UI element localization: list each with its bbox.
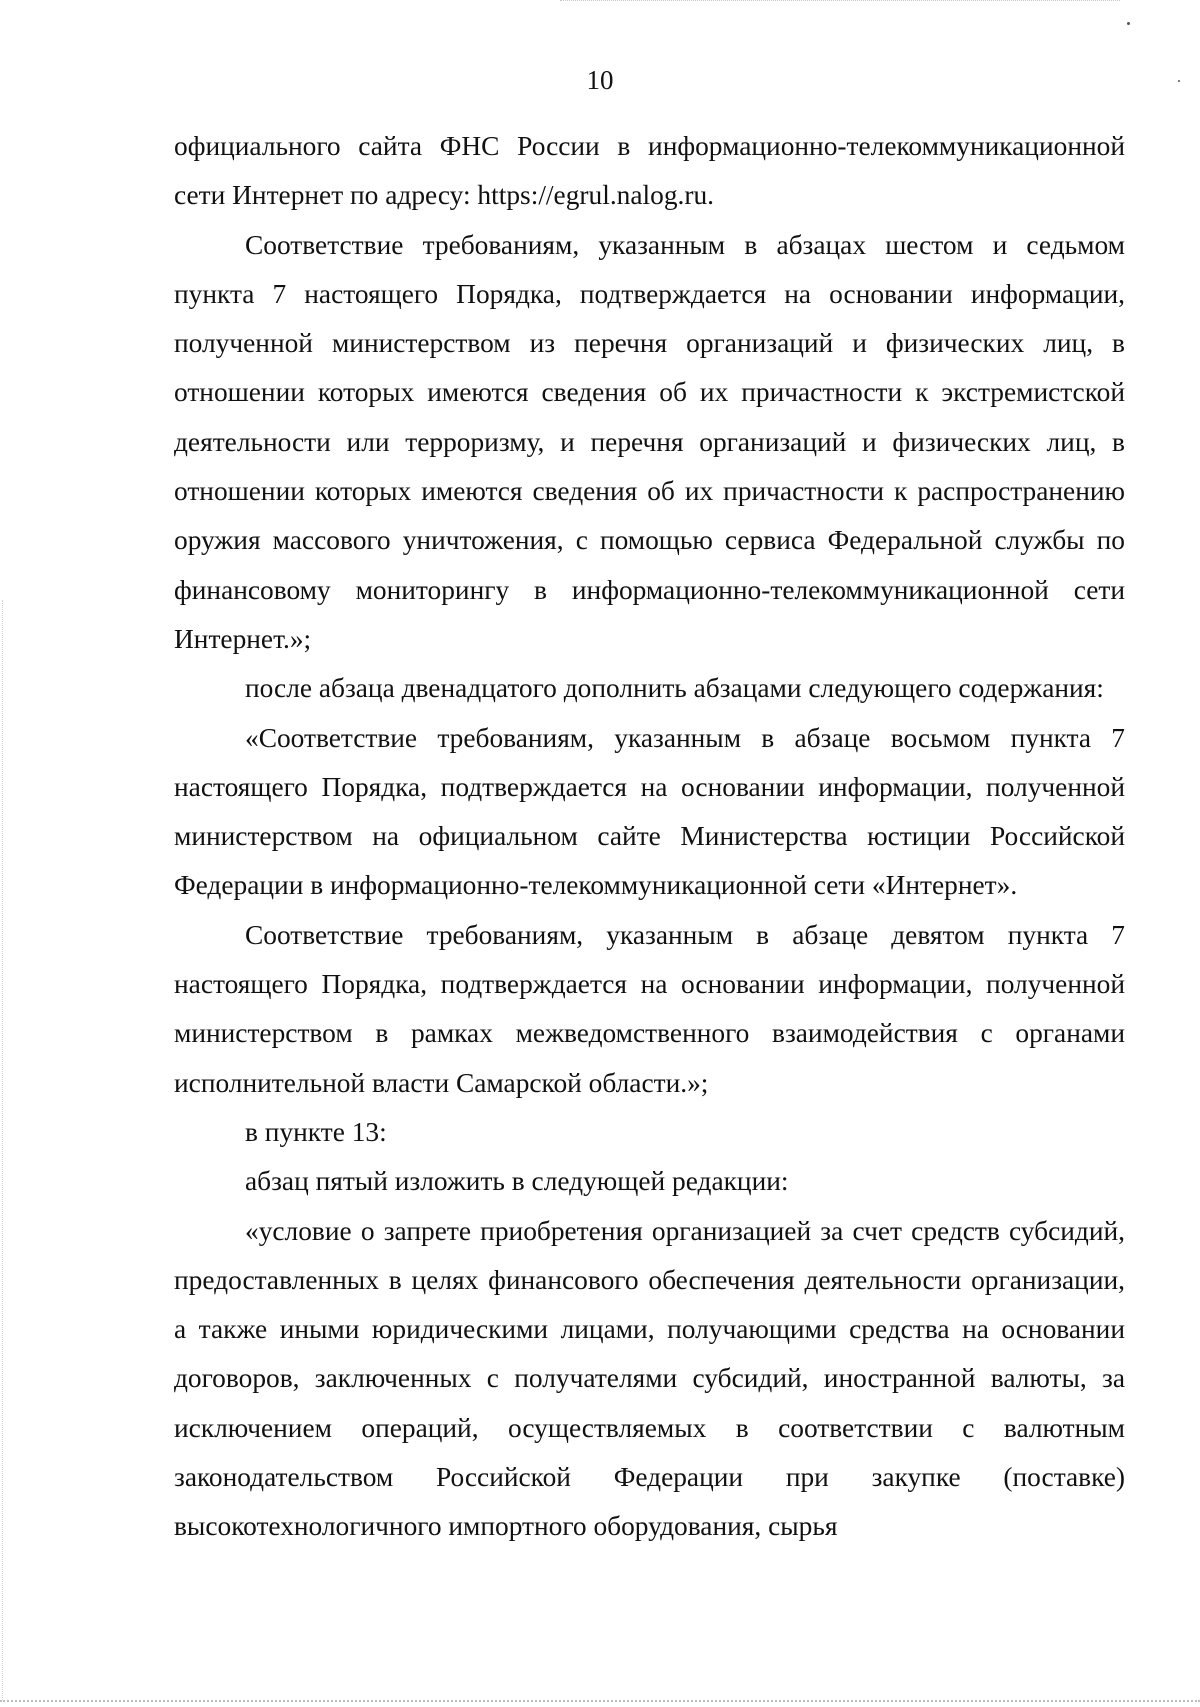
paragraph: «условие о запрете приобретения организацией за счет средств субсидий, предоставленных в целях финансового обеспечения деятельности организации, а также иными юридическими лицами, получающими средства на основании договоров, заключенных с получателями субсидий, иностранной валюты, за исключением операций, осуществляемых в соответствии с валютным законодательством Российской Федерации при закупке (поставке) высокотехнологичного импортного оборудования, сырья: [174, 1215, 1125, 1542]
paragraph: Соответствие требованиям, указанным в абзацах шестом и седьмом пункта 7 настоящего Порядка, подтверждается на основании информации, полученной министерством из перечня организаций и физических лиц, в отношении которых имеются сведения об их причастности к экстремистской деятельности или терроризму, и перечня организаций и физических лиц, в отношении которых имеются сведения об их причастности к распространению оружия массового уничтожения, с помощью сервиса Федеральной службы по финансовому мониторингу в информационно-телекоммуникационной сети Интернет.»;: [174, 229, 1125, 654]
paragraph: абзац пятый изложить в следующей редакции:: [245, 1166, 789, 1197]
paragraph: «Соответствие требованиям, указанным в абзаце восьмом пункта 7 настоящего Порядка, подтверждается на основании информации, полученной министерством на официальном сайте Министерства юстиции Российской Федерации в информационно-телекоммуникационной сети «Интернет».: [174, 722, 1125, 901]
scan-edge-left: [2, 600, 5, 1700]
paragraph: после абзаца двенадцатого дополнить абзацами следующего содержания:: [245, 673, 1104, 704]
scan-speck: [1127, 22, 1130, 25]
paragraph: официального сайта ФНС России в информационно-телекоммуникационной сети Интернет по адресу: https://egrul.nalog.ru.: [174, 131, 1125, 211]
page-number: 10: [586, 65, 614, 95]
paragraph: в пункте 13:: [245, 1116, 387, 1147]
scan-edge-top: [560, 0, 1120, 3]
paragraph: Соответствие требованиям, указанным в абзаце девятом пункта 7 настоящего Порядка, подтверждается на основании информации, полученной министерством в рамках межведомственного взаимодействия с органами исполнительной власти Самарской области.»;: [174, 919, 1125, 1098]
scan-edge-bottom: [0, 1700, 1200, 1704]
document-body: [174, 122, 1125, 1552]
